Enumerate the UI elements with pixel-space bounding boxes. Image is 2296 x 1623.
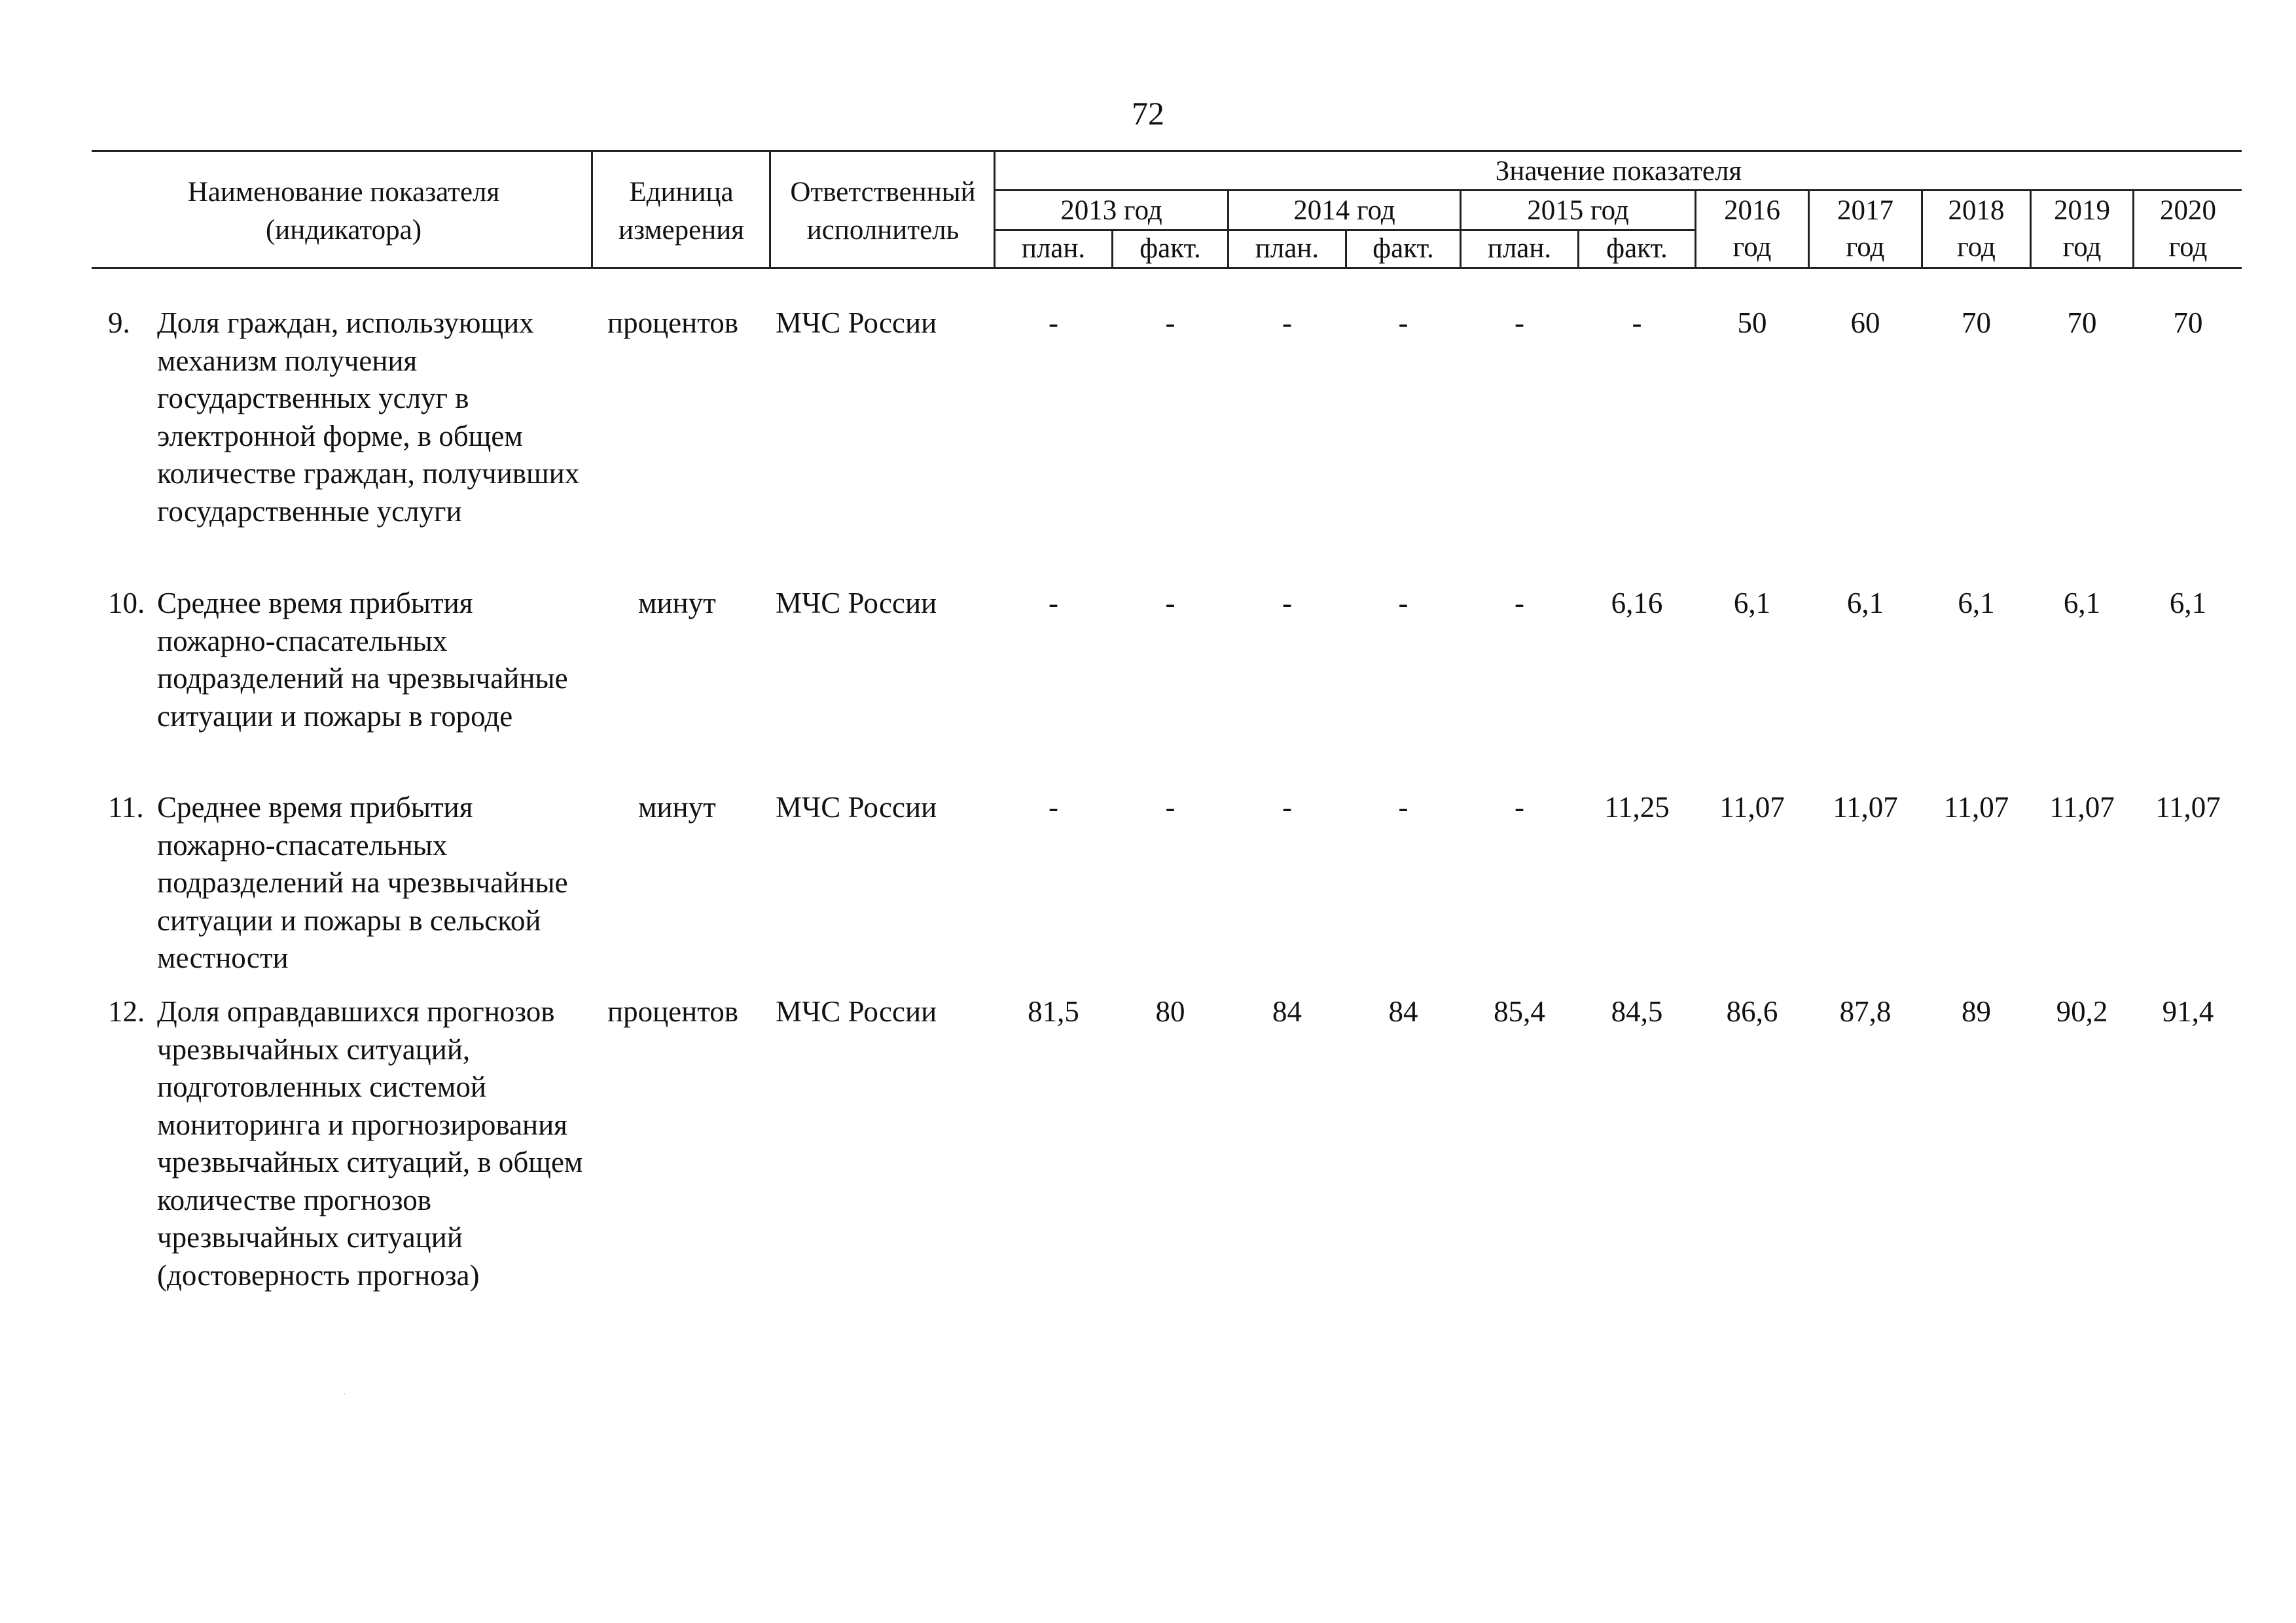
row-executor: МЧС России bbox=[776, 587, 937, 619]
value-2013-fact: - bbox=[1165, 306, 1175, 339]
value-2020: 91,4 bbox=[2162, 995, 2214, 1028]
row-name: Среднее время прибытия пожарно-спасательных подразделений на чрезвычайные ситуации и пожары в сельской местности bbox=[157, 791, 568, 974]
header-year-2015: 2015 год bbox=[1527, 195, 1629, 226]
header-bottom-rule bbox=[92, 267, 2242, 269]
value-2020: 6,1 bbox=[2169, 587, 2207, 619]
header-year-2018: 2018 год bbox=[1948, 195, 2005, 263]
value-2019: 90,2 bbox=[2056, 995, 2108, 1028]
row-executor: МЧС России bbox=[776, 306, 937, 339]
value-2014-plan: - bbox=[1282, 587, 1292, 619]
value-2013-fact: - bbox=[1165, 587, 1175, 619]
value-2017: 60 bbox=[1850, 306, 1880, 339]
header-year-2016: 2016 год bbox=[1724, 195, 1780, 263]
row-number: 9. bbox=[108, 306, 130, 339]
header-2013-plan: план. bbox=[1021, 233, 1086, 264]
row-unit: процентов bbox=[607, 995, 739, 1028]
value-2013-plan: 81,5 bbox=[1028, 995, 1079, 1028]
value-2014-plan: - bbox=[1282, 791, 1292, 824]
row-name: Доля граждан, использующих механизм получения государственных услуг в электронной форме, в общем количестве граждан, получивших государственные услуги bbox=[157, 306, 580, 528]
value-2013-fact: 80 bbox=[1155, 995, 1185, 1028]
header-name: Наименование показателя (индикатора) bbox=[187, 177, 500, 246]
row-unit: минут bbox=[638, 791, 716, 824]
header-2014-plan: план. bbox=[1255, 233, 1319, 264]
row-number: 12. bbox=[108, 995, 145, 1028]
value-2018: 6,1 bbox=[1958, 587, 1995, 619]
value-2016: 11,07 bbox=[1719, 791, 1785, 824]
value-2015-fact: 11,25 bbox=[1604, 791, 1670, 824]
value-2016: 50 bbox=[1737, 306, 1767, 339]
row-number: 11. bbox=[108, 791, 144, 824]
value-2015-fact: 6,16 bbox=[1611, 587, 1663, 619]
header-year-2017: 2017 год bbox=[1837, 195, 1893, 263]
row-unit: процентов bbox=[607, 306, 739, 339]
value-2013-plan: - bbox=[1049, 306, 1058, 339]
value-2014-fact: - bbox=[1398, 791, 1408, 824]
header-unit: Единица измерения bbox=[618, 177, 745, 246]
value-2015-plan: 85,4 bbox=[1494, 995, 1545, 1028]
header-year-2014: 2014 год bbox=[1293, 195, 1395, 226]
value-2015-fact: - bbox=[1632, 306, 1642, 339]
value-2014-plan: - bbox=[1282, 306, 1292, 339]
page-number: 72 bbox=[1132, 95, 1164, 132]
row-number: 10. bbox=[108, 587, 145, 619]
row-name: Среднее время прибытия пожарно-спасательных подразделений на чрезвычайные ситуации и пожары в городе bbox=[157, 587, 568, 733]
value-2020: 70 bbox=[2173, 306, 2203, 339]
row-unit: минут bbox=[638, 587, 716, 619]
value-2013-plan: - bbox=[1049, 587, 1058, 619]
value-2018: 11,07 bbox=[1943, 791, 2009, 824]
value-2013-fact: - bbox=[1165, 791, 1175, 824]
value-2014-plan: 84 bbox=[1272, 995, 1302, 1028]
value-2018: 70 bbox=[1962, 306, 1991, 339]
header-executor: Ответственный исполнитель bbox=[790, 177, 976, 246]
row-executor: МЧС России bbox=[776, 995, 937, 1028]
scan-speck bbox=[344, 1393, 345, 1395]
value-2014-fact: - bbox=[1398, 306, 1408, 339]
value-2015-plan: - bbox=[1515, 791, 1524, 824]
value-2015-plan: - bbox=[1515, 587, 1524, 619]
value-2017: 6,1 bbox=[1846, 587, 1884, 619]
header-2015-fact: факт. bbox=[1606, 233, 1668, 264]
header-2014-fact: факт. bbox=[1372, 233, 1434, 264]
header-value-group: Значение показателя bbox=[1495, 156, 1742, 187]
value-2014-fact: - bbox=[1398, 587, 1408, 619]
divider-name-unit bbox=[591, 150, 593, 269]
header-2015-plan: план. bbox=[1487, 233, 1552, 264]
value-2015-plan: - bbox=[1515, 306, 1524, 339]
value-2016: 6,1 bbox=[1733, 587, 1771, 619]
value-2019: 6,1 bbox=[2063, 587, 2101, 619]
row-executor: МЧС России bbox=[776, 791, 937, 824]
header-year-2019: 2019 год bbox=[2054, 195, 2110, 263]
header-2013-fact: факт. bbox=[1139, 233, 1201, 264]
table-top-rule bbox=[92, 150, 2242, 152]
value-2017: 11,07 bbox=[1833, 791, 1898, 824]
value-2020: 11,07 bbox=[2155, 791, 2221, 824]
row-name: Доля оправдавшихся прогнозов чрезвычайных ситуаций, подготовленных системой мониторинга и прогнозирования чрезвычайных ситуаций, в общем количестве прогнозов чрезвычайных ситуаций (достоверность прогноза) bbox=[157, 995, 583, 1292]
value-2016: 86,6 bbox=[1726, 995, 1778, 1028]
value-2018: 89 bbox=[1962, 995, 1991, 1028]
value-2013-plan: - bbox=[1049, 791, 1058, 824]
value-2014-fact: 84 bbox=[1388, 995, 1418, 1028]
divider-unit-executor bbox=[769, 150, 771, 269]
value-2015-fact: 84,5 bbox=[1611, 995, 1663, 1028]
value-2017: 87,8 bbox=[1839, 995, 1892, 1028]
value-2019: 70 bbox=[2067, 306, 2097, 339]
header-year-2013: 2013 год bbox=[1060, 195, 1162, 226]
value-2019: 11,07 bbox=[2049, 791, 2115, 824]
header-year-2020: 2020 год bbox=[2160, 195, 2216, 263]
